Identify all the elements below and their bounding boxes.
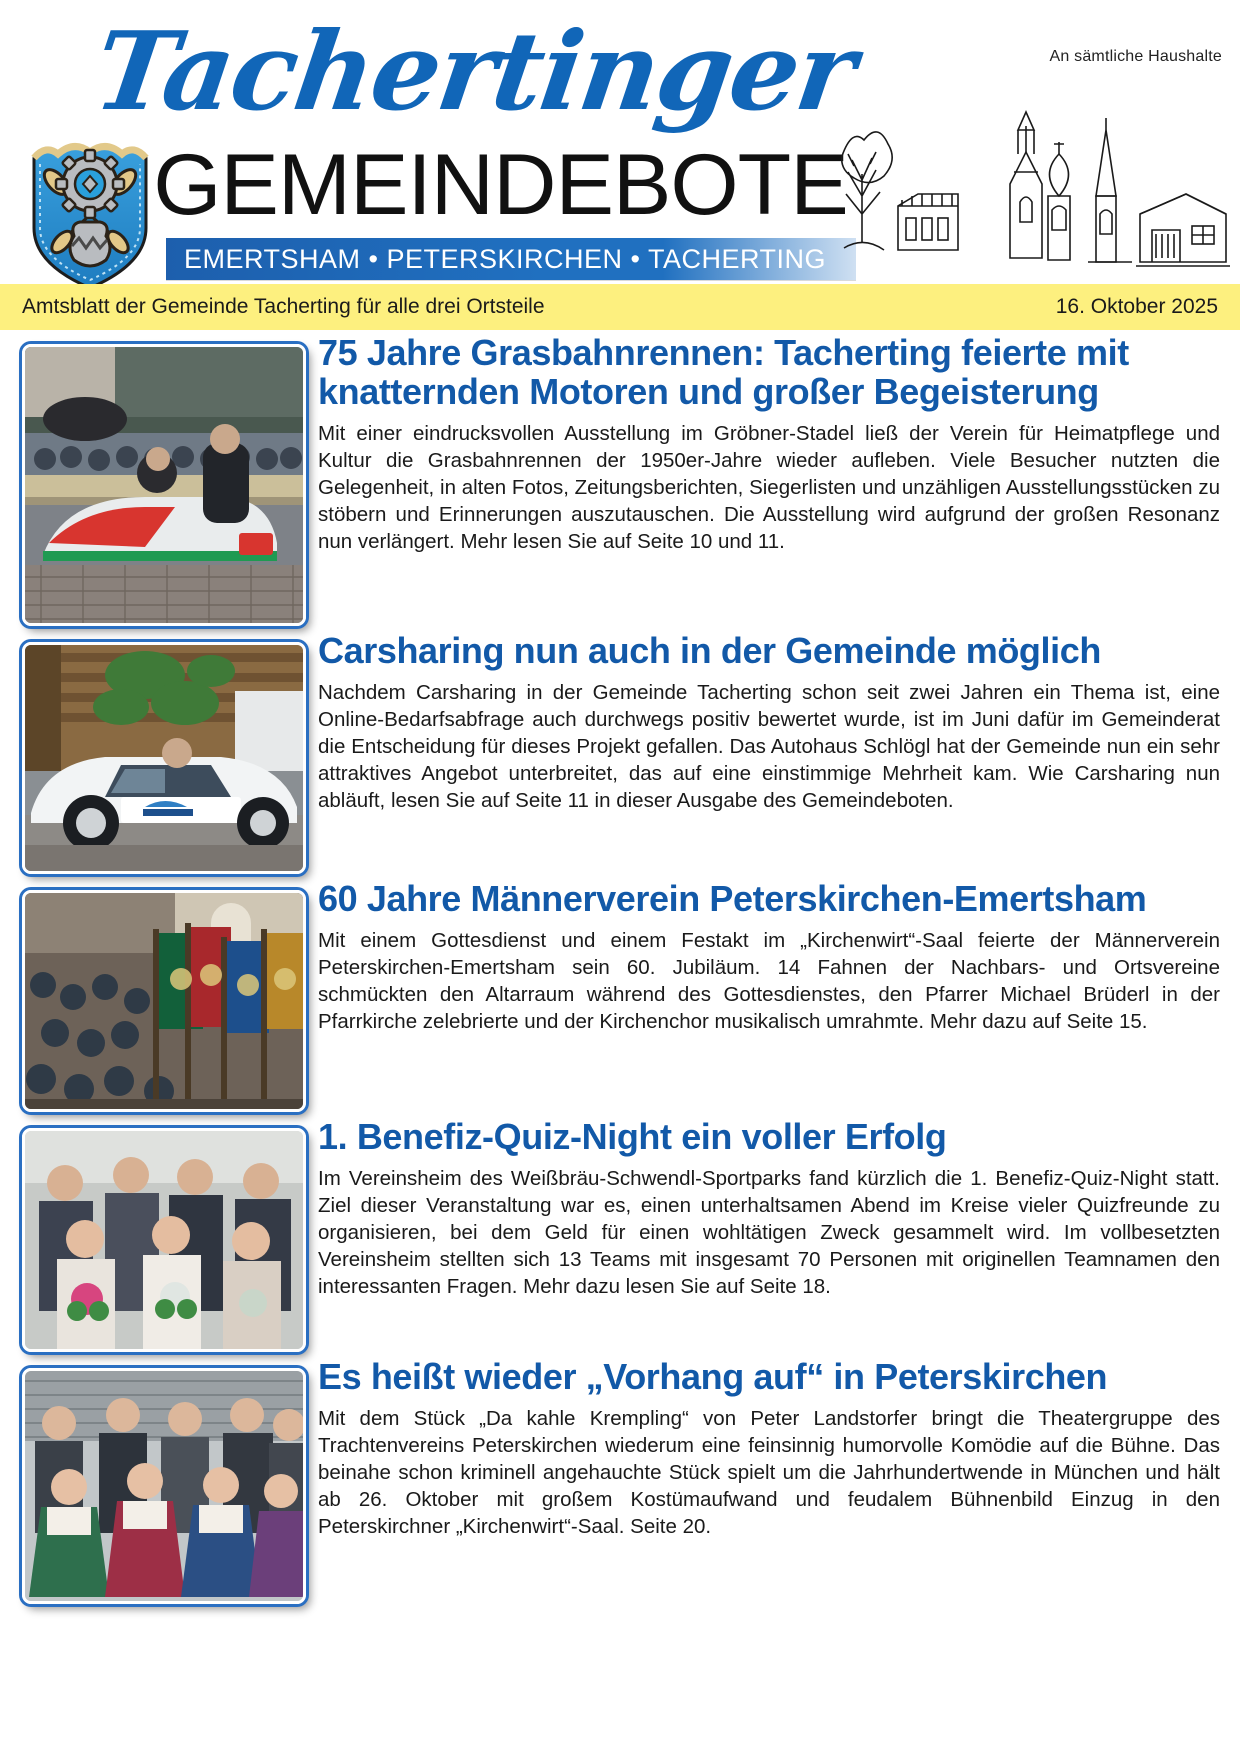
- article-text-column: [310, 1118, 1240, 1300]
- masthead-title: GEMEINDEBOTE: [153, 137, 848, 233]
- article-item: [0, 1358, 1240, 1604]
- coat-of-arms-crest: [26, 132, 154, 292]
- article-photo-column: [0, 1118, 310, 1352]
- article-photo-maennerverein[interactable]: [22, 890, 306, 1112]
- article-headline: 75 Jahre Grasbahnrennen: Tacherting feierte mit knatternden Motoren und großer Begeisterung: [318, 332, 1129, 412]
- masthead-wordmark: Tachertinger: [87, 9, 862, 135]
- article-text-column: [310, 632, 1240, 814]
- article-text-column: [310, 334, 1240, 555]
- date-bar: [0, 284, 1240, 330]
- districts-band: [166, 238, 856, 280]
- masthead: [0, 0, 1240, 284]
- article-photo-column: [0, 632, 310, 874]
- article-item: [0, 1118, 1240, 1352]
- article-headline: 60 Jahre Männerverein Peterskirchen-Emertsham: [318, 878, 1147, 919]
- article-body: Mit einer eindrucksvollen Ausstellung im Gröbner-Stadel ließ der Verein für Heimatpflege und Kultur die Grasbahnrennen der 1950er-Jahre wieder aufleben. Viele Besucher nutzten die Gelegenheit, in alten Fotos, Zeitungsberichten, Siegerlisten und unzähligen Ausstellungsstücken zu stöbern und Erinnerungen auszutauschen. Die Ausstellung wird aufgrund der großen Resonanz nun verlängert. Mehr lesen Sie auf Seite 10 und 11.: [318, 421, 1220, 553]
- date-bar-date: 16. Oktober 2025: [1055, 295, 1218, 318]
- village-skyline-illustration: [840, 110, 1230, 282]
- household-note: An sämtliche Haushalte: [1049, 48, 1222, 65]
- article-photo-grasbahnrennen[interactable]: [22, 344, 306, 626]
- article-photo-theatergruppe[interactable]: [22, 1368, 306, 1604]
- article-body: Mit einem Gottesdienst und einem Festakt im „Kirchenwirt“-Saal feierte der Männerverein Peterskirchen-Emertsham sein 60. Jubiläum. 14 Fahnen der Nachbars- und Ortsvereine schmückten den Altarraum während des Gottesdienstes, den Pfarrer Michael Brüderl in der Pfarrkirche zelebrierte und der Kirchenchor musikalisch umrahmte. Mehr dazu auf Seite 15.: [318, 928, 1220, 1034]
- article-body: Im Vereinsheim des Weißbräu-Schwendl-Sportparks fand kürzlich die 1. Benefiz-Quiz-Night statt. Ziel dieser Veranstaltung war es, einen unterhaltsamen Abend im Kreise vieler Quizfreunde zu organisieren, bei dem Geld für einen wohltätigen Zweck gesammelt wird. Im vollbesetzten Vereinsheim stellten sich 13 Teams mit insgesamt 70 Personen mit originellen Teamnamen den interessanten Fragen. Mehr dazu lesen Sie auf Seite 18.: [318, 1166, 1220, 1299]
- article-headline: Es heißt wieder „Vorhang auf“ in Peterskirchen: [318, 1356, 1108, 1397]
- urn-icon: [70, 222, 110, 266]
- article-list: [0, 334, 1240, 1610]
- gear-icon: [56, 150, 124, 218]
- article-photo-column: [0, 880, 310, 1112]
- article-item: [0, 632, 1240, 874]
- article-photo-quiznight[interactable]: [22, 1128, 306, 1352]
- article-photo-column: [0, 1358, 310, 1604]
- article-photo-column: [0, 334, 310, 626]
- article-photo-carsharing[interactable]: [22, 642, 306, 874]
- article-body: Nachdem Carsharing in der Gemeinde Tacherting schon seit zwei Jahren ein Thema ist, eine Online-Bedarfsabfrage auch durchwegs positiv bewertet wurde, ist im Juni dafür im Gemeinderat die Entscheidung für dieses Projekt gefallen. Das Autohaus Schlögl hat der Gemeinde nun ein sehr attraktives Angebot unterbreitet, das auf eine einstimmige Mehrheit kam. Wie Carsharing nun abläuft, lesen Sie auf Seite 11 in dieser Ausgabe des Gemeindeboten.: [318, 680, 1220, 813]
- article-text-column: [310, 1358, 1240, 1540]
- districts-band-label: EMERTSHAM • PETERSKIRCHEN • TACHERTING: [184, 243, 826, 274]
- article-headline: 1. Benefiz-Quiz-Night ein voller Erfolg: [318, 1116, 947, 1157]
- article-text-column: [310, 880, 1240, 1035]
- date-bar-subtitle: Amtsblatt der Gemeinde Tacherting für alle drei Ortsteile: [22, 295, 545, 318]
- article-item: [0, 880, 1240, 1112]
- article-body: Mit dem Stück „Da kahle Krempling“ von Peter Landstorfer bringt die Theatergruppe des Trachtenvereins Peterskirchen wiederum eine feinsinnig humorvolle Komödie auf die Bühne. Das beinahe schon kriminell angehauchte Stück spielt um die Jahrhundertwende in München und hält ab 26. Oktober mit großem Kostümaufwand und feudalem Bühnenbild Einzug in den Peterskirchner „Kirchenwirt“-Saal. Seite 20.: [318, 1406, 1220, 1539]
- article-item: [0, 334, 1240, 626]
- article-headline: Carsharing nun auch in der Gemeinde möglich: [318, 630, 1101, 671]
